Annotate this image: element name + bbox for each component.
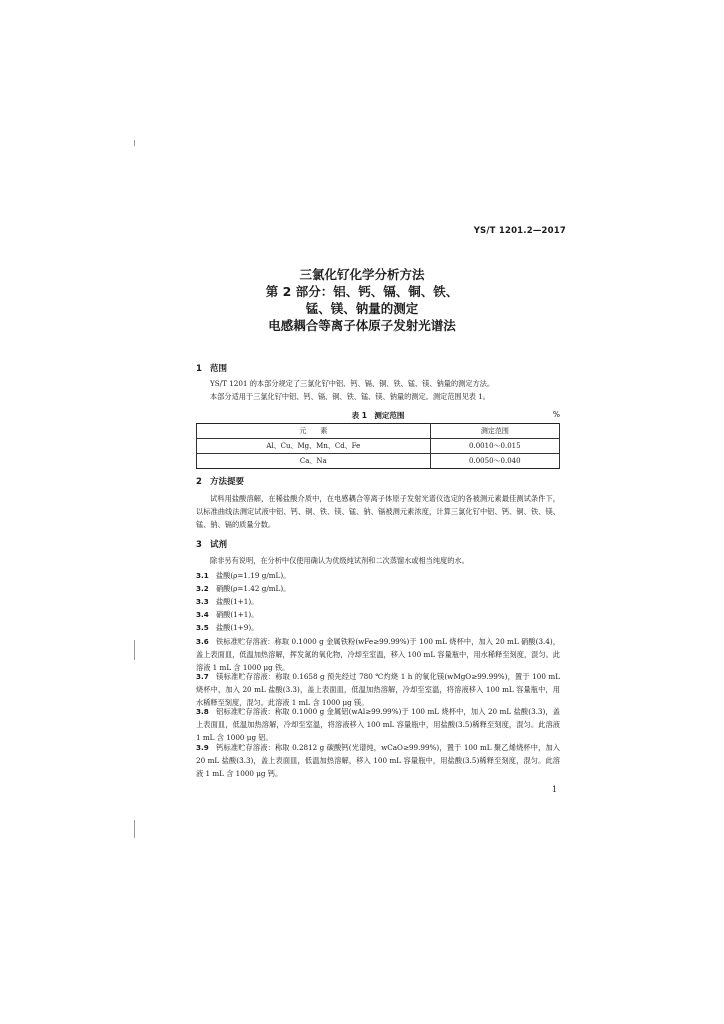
section-title: 试剂: [210, 540, 228, 550]
table-unit: %: [552, 410, 560, 419]
reagent-item: 3.8 铝标准贮存溶液：称取 0.1000 g 金属铝(wAl≥99.99%)于 100 mL 烧杯中，加入 20 mL 盐酸(3.3)，盖上表面皿，低温加热溶解，冷却至室温，将溶液移入 100 mL 容量瓶中，用盐酸(3.5)稀释至刻度，混匀。此溶液 1 mL 含 1000 μg 铝。: [196, 707, 560, 742]
reagent-item: 3.6 铁标准贮存溶液：称取 0.1000 g 金属铁粉(wFe≥99.99%)于 100 mL 烧杯中，加入 20 mL 硝酸(3.4)，盖上表面皿，低温加热溶解，挥发氮的氧化物，冷却至室温，移入 100 mL 容量瓶中，用水稀释至刻度，混匀。此溶液 1 mL 含 1000 μg 铁。: [196, 637, 560, 672]
table-header-cell: 测定范围: [430, 424, 559, 439]
scope-paragraph: 本部分适用于三氯化钌中铝、钙、镉、铜、铁、锰、镁、钠量的测定。测定范围见表 1。: [210, 392, 490, 401]
reagent-item: 3.7 镁标准贮存溶液：称取 0.1658 g 预先经过 780 ℃灼烧 1 h 的氧化镁(wMgO≥99.99%)，置于 100 mL 烧杯中，加入 20 mL 盐酸(3.3)，盖上表面皿，低温加热溶解，冷却至室温，将溶液移入 100 mL 容量瓶中，用水稀释至刻度，混匀。此溶液 1 mL 含 1000 μg 镁。: [196, 672, 560, 707]
table-title: 表 1 测定范围: [351, 411, 405, 420]
section-number: 2: [196, 477, 202, 487]
section-title: 范围: [210, 364, 228, 374]
principle-paragraph: 试料用盐酸溶解，在稀盐酸介质中，在电感耦合等离子体原子发射光谱仪选定的各被测元素最佳测试条件下，以标准曲线法测定试液中铝、钙、铜、铁、镁、锰、钠、镉被测元素浓度，计算三氯化钌中铝、钙、铜、铁、镁、锰、钠、镉的质量分数。: [196, 494, 560, 529]
title-line: 第 2 部分：铝、钙、镉、铜、铁、: [265, 284, 459, 299]
table-header-row: [197, 424, 560, 439]
reagent-item: 3.2 硝酸(ρ=1.42 g/mL)。: [196, 584, 291, 593]
title-line: 电感耦合等离子体原子发射光谱法: [268, 318, 456, 333]
section-number: 1: [196, 364, 202, 374]
table-caption: [196, 410, 560, 422]
reagent-item: 3.4 硝酸(1+1)。: [196, 610, 259, 619]
standard-code: YS/T 1201.2—2017: [473, 226, 566, 236]
page-number: 1: [552, 785, 558, 794]
section-title: 方法提要: [210, 477, 245, 487]
table-cell: Al、Cu、Mg、Mn、Cd、Fe: [197, 439, 431, 454]
scan-artifact: [134, 140, 135, 146]
scan-artifact: [134, 640, 135, 660]
reagents-intro: 除非另有说明，在分析中仅使用确认为优级纯试剂和二次蒸馏水或相当纯度的水。: [210, 556, 469, 565]
table-row: [197, 454, 560, 469]
section-heading-reagents: [196, 538, 227, 550]
reagent-item: 3.9 钙标准贮存溶液：称取 0.2812 g 碳酸钙(光谱纯，wCaO≥99.99%)，置于 100 mL 聚乙烯烧杯中，加入 20 mL 盐酸(3.3)，盖上表面皿，低温加热溶解，移入 100 mL 容量瓶中，用盐酸(3.5)稀释至刻度，混匀。此溶液 1 mL 含 1000 μg 钙。: [196, 743, 560, 778]
table-row: [197, 439, 560, 454]
scan-artifact: [134, 820, 135, 838]
reagent-item: 3.5 盐酸(1+9)。: [196, 623, 259, 632]
scope-paragraph: YS/T 1201 的本部分规定了三氯化钌中铝、钙、镉、铜、铁、锰、镁、钠量的测定方法。: [210, 379, 495, 388]
title-line: 三氯化钌化学分析方法: [299, 267, 425, 282]
table-cell: 0.0050～0.040: [430, 454, 559, 469]
table-header-cell: 元 素: [197, 424, 431, 439]
document-title: [0, 266, 724, 334]
section-heading-scope: [196, 362, 227, 374]
reagent-item: 3.1 盐酸(ρ=1.19 g/mL)。: [196, 571, 291, 580]
table-cell: Ca、Na: [197, 454, 431, 469]
measurement-range-table: [196, 423, 560, 469]
section-number: 3: [196, 540, 202, 550]
section-heading-principle: [196, 475, 244, 487]
reagent-item: 3.3 盐酸(1+1)。: [196, 597, 259, 606]
table-cell: 0.0010～0.015: [430, 439, 559, 454]
title-line: 锰、镁、钠量的测定: [305, 301, 419, 316]
